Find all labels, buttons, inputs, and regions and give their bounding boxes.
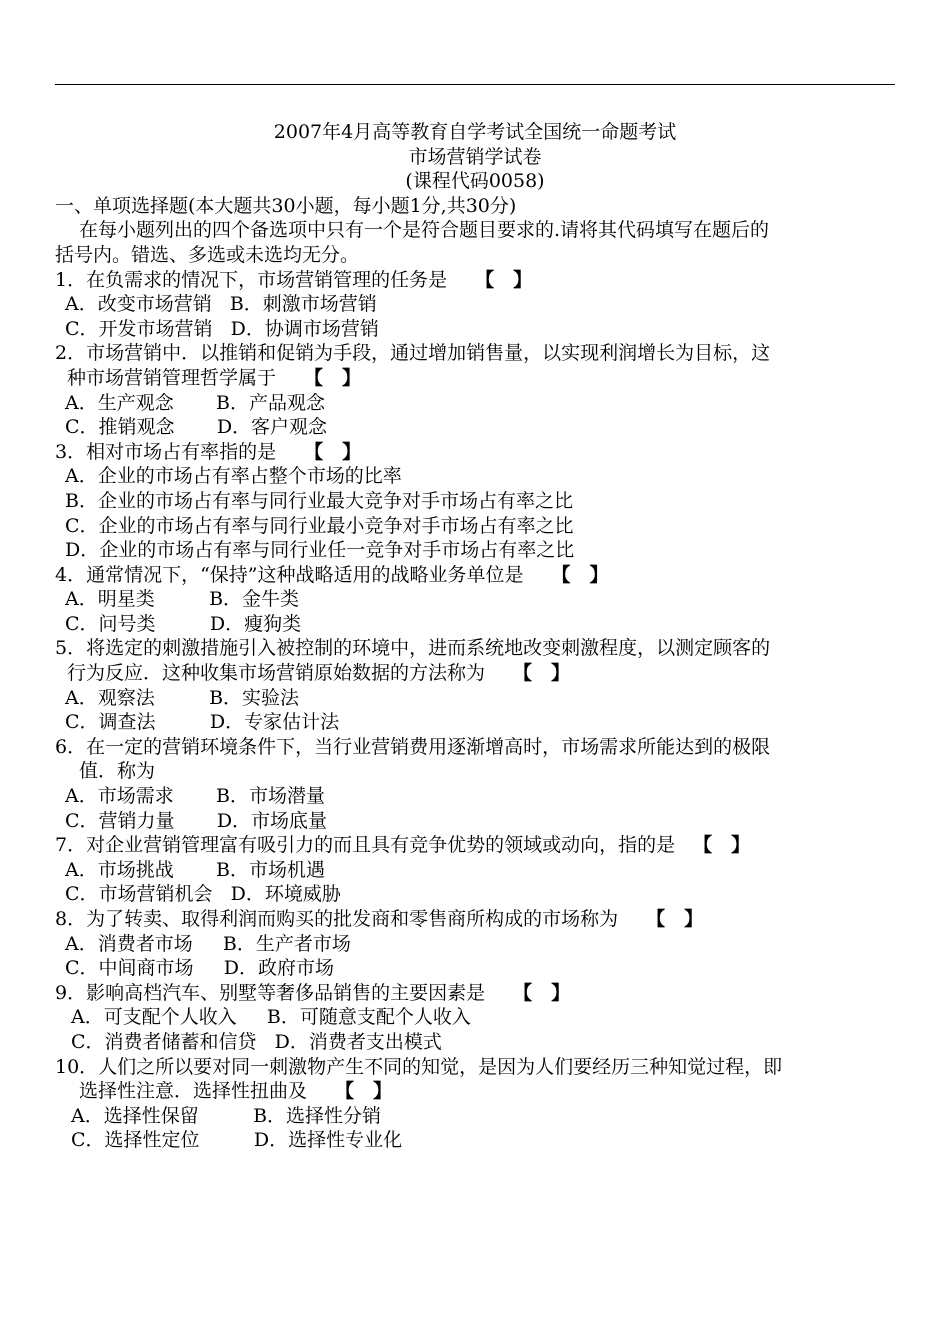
option-row: D．企业的市场占有率与同行业任一竞争对手市场占有率之比 — [65, 539, 575, 562]
question-10-cont — [55, 1079, 895, 1104]
option-row: C．企业的市场占有率与同行业最小竞争对手市场占有率之比 — [65, 514, 574, 537]
exam-title: 2007年4月高等教育自学考试全国统一命题考试 — [273, 121, 677, 143]
question-stem-cont: 行为反应．这种收集市场营销原始数据的方法称为 — [67, 662, 486, 685]
option-row: C．消费者储蓄和信贷 D．消费者支出模式 — [71, 1030, 442, 1053]
question-stem: 3．相对市场占有率指的是 — [55, 440, 277, 463]
question-2: 2．市场营销中．以推销和促销为手段，通过增加销售量，以实现利润增长为目标，这 — [55, 342, 771, 365]
option-row: B．企业的市场占有率与同行业最大竞争对手市场占有率之比 — [65, 489, 573, 512]
answer-bracket: 【 】 — [551, 563, 609, 586]
option-row: A．观察法 B．实验法 — [65, 686, 300, 709]
option-row: A．企业的市场占有率占整个市场的比率 — [65, 465, 402, 488]
question-stem-cont: 选择性注意．选择性扭曲及 — [79, 1080, 308, 1103]
option-row: C．营销力量 D．市场底量 — [65, 809, 328, 832]
question-9 — [55, 981, 895, 1006]
answer-bracket: 【 】 — [475, 268, 533, 291]
option-row: C．推销观念 D．客户观念 — [65, 416, 328, 439]
question-stem: 4．通常情况下，“保持”这种战略适用的战略业务单位是 — [55, 563, 524, 586]
question-stem: 1．在负需求的情况下，市场营销管理的任务是 — [55, 268, 448, 291]
section-heading: 一、单项选择题(本大题共30小题，每小题1分,共30分) — [55, 194, 517, 217]
option-row: C．开发市场营销 D．协调市场营销 — [65, 317, 379, 340]
question-1 — [55, 268, 895, 293]
option-row: A．生产观念 B．产品观念 — [65, 391, 325, 414]
question-2-cont — [55, 366, 895, 391]
question-8 — [55, 907, 895, 932]
question-4 — [55, 563, 895, 588]
option-row: A．可支配个人收入 B．可随意支配个人收入 — [71, 1006, 471, 1029]
answer-bracket: 【 】 — [513, 981, 571, 1004]
option-row: A．市场需求 B．市场潜量 — [65, 785, 325, 808]
answer-bracket: 【 】 — [646, 908, 704, 930]
option-row: A．明星类 B．金牛类 — [65, 588, 300, 611]
option-row: C．问号类 D．瘦狗类 — [65, 612, 302, 635]
question-10: 10．人们之所以要对同一刺激物产生不同的知觉，是因为人们要经历三种知觉过程，即 — [55, 1055, 783, 1078]
answer-bracket: 【 】 — [304, 366, 362, 389]
option-row: A．选择性保留 B．选择性分销 — [71, 1104, 382, 1127]
exam-page — [55, 120, 895, 1153]
instructions-line-2: 括号内。错选、多选或未选均无分。 — [55, 243, 360, 266]
answer-bracket: 【 】 — [693, 834, 751, 857]
question-stem: 9．影响高档汽车、别墅等奢侈品销售的主要因素是 — [55, 981, 486, 1004]
answer-bracket: 【 】 — [304, 440, 362, 463]
option-row: A．市场挑战 B．市场机遇 — [65, 858, 325, 881]
answer-bracket: 【 】 — [335, 1080, 393, 1103]
option-row: C．调查法 D．专家估计法 — [65, 711, 340, 734]
question-stem: 7．对企业营销管理富有吸引力的而且具有竞争优势的领域或动向，指的是 — [55, 834, 676, 857]
question-stem: 8．为了转卖、取得利润而购买的批发商和零售商所构成的市场称为 — [55, 908, 619, 930]
answer-bracket: 【 】 — [513, 662, 571, 685]
question-5: 5．将选定的刺激措施引入被控制的环境中，进而系统地改变刺激程度，以测定顾客的 — [55, 637, 771, 660]
question-6: 6．在一定的营销环境条件下，当行业营销费用逐渐增高时，市场需求所能达到的极限 — [55, 735, 771, 758]
question-stem-cont: 种市场营销管理哲学属于 — [67, 366, 277, 389]
question-3 — [55, 440, 895, 465]
exam-subtitle: 市场营销学试卷 — [408, 145, 542, 168]
option-row: A．改变市场营销 B．刺激市场营销 — [65, 293, 377, 316]
question-6-cont: 值．称为 — [79, 760, 156, 783]
question-5-cont — [55, 661, 895, 686]
header-rule — [55, 84, 895, 85]
question-7 — [55, 833, 895, 858]
instructions-line-1: 在每小题列出的四个备选项中只有一个是符合题目要求的.请将其代码填写在题后的 — [79, 219, 770, 242]
option-row: C．市场营销机会 D．环境威胁 — [65, 883, 341, 906]
option-row: A．消费者市场 B．生产者市场 — [65, 932, 351, 955]
option-row: C．中间商市场 D．政府市场 — [65, 957, 334, 980]
option-row: C．选择性定位 D．选择性专业化 — [71, 1129, 403, 1152]
course-code: (课程代码0058) — [405, 170, 545, 193]
